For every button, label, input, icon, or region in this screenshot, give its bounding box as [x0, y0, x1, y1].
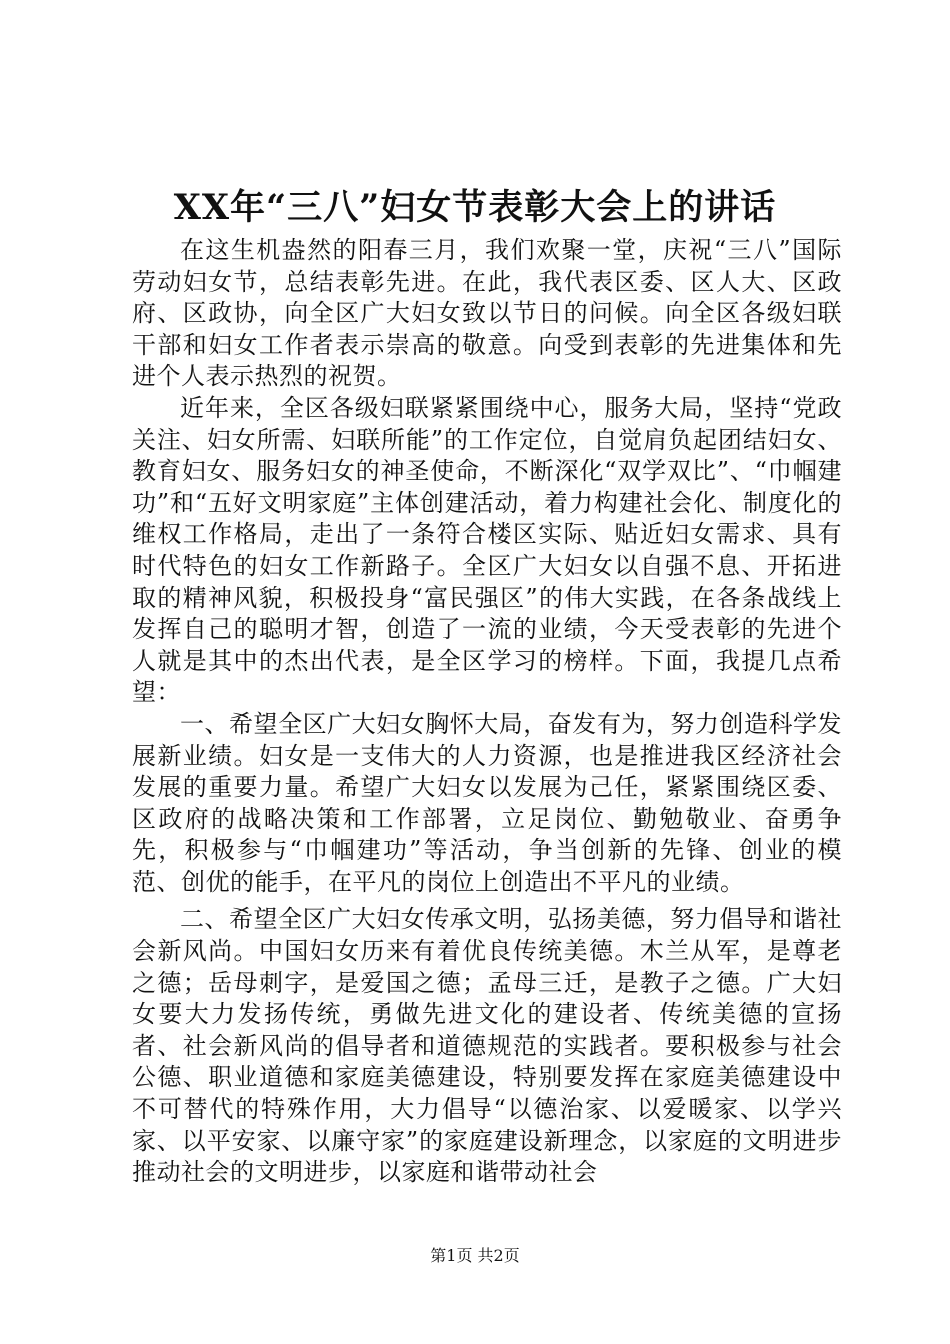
- document-title: XX年“三八”妇女节表彰大会上的讲话: [173, 187, 777, 228]
- paragraph-greeting: 在这生机盎然的阳春三月，我们欢聚一堂，庆祝“三八”国际劳动妇女节，总结表彰先进。在此，我代表区委、区人大、区政府、区政协，向全区广大妇女致以节日的问候。向全区各级妇联干部和妇女工作者表示崇高的敬意。向受到表彰的先进集体和先进个人表示热烈的祝贺。: [132, 236, 842, 391]
- document-body: [132, 235, 842, 1189]
- page-number-footer: 第1页 共2页: [430, 1246, 520, 1265]
- paragraph-achievements: 近年来，全区各级妇联紧紧围绕中心，服务大局，坚持“党政关注、妇女所需、妇联所能”的工作定位，自觉肩负起团结妇女、教育妇女、服务妇女的神圣使命，不断深化“双学双比”、“巾帼建功”和“五好文明家庭”主体创建活动，着力构建社会化、制度化的维权工作格局，走出了一条符合楼区实际、贴近妇女需求、具有时代特色的妇女工作新路子。全区广大妇女以自强不息、开拓进取的精神风貌，积极投身“富民强区”的伟大实践，在各条战线上发挥自己的聪明才智，创造了一流的业绩，今天受表彰的先进个人就是其中的杰出代表，是全区学习的榜样。下面，我提几点希望：: [132, 393, 842, 707]
- paragraph-hope-two: 二、希望全区广大妇女传承文明，弘扬美德，努力倡导和谐社会新风尚。中国妇女历来有着优良传统美德。木兰从军，是尊老之德；岳母刺字，是爱国之德；孟母三迁，是教子之德。广大妇女要大力发扬传统，勇做先进文化的建设者、传统美德的宣扬者、社会新风尚的倡导者和道德规范的实践者。要积极参与社会公德、职业道德和家庭美德建设，特别要发挥在家庭美德建设中不可替代的特殊作用，大力倡导“以德治家、以爱暖家、以学兴家、以平安家、以廉守家”的家庭建设新理念，以家庭的文明进步推动社会的文明进步，以家庭和谐带动社会: [132, 905, 842, 1187]
- paragraph-hope-one: 一、希望全区广大妇女胸怀大局，奋发有为，努力创造科学发展新业绩。妇女是一支伟大的人力资源，也是推进我区经济社会发展的重要力量。希望广大妇女以发展为己任，紧紧围绕区委、区政府的战略决策和工作部署，立足岗位、勤勉敬业、奋勇争先，积极参与“巾帼建功”等活动，争当创新的先锋、创业的模范、创优的能手，在平凡的岗位上创造出不平凡的业绩。: [132, 709, 842, 896]
